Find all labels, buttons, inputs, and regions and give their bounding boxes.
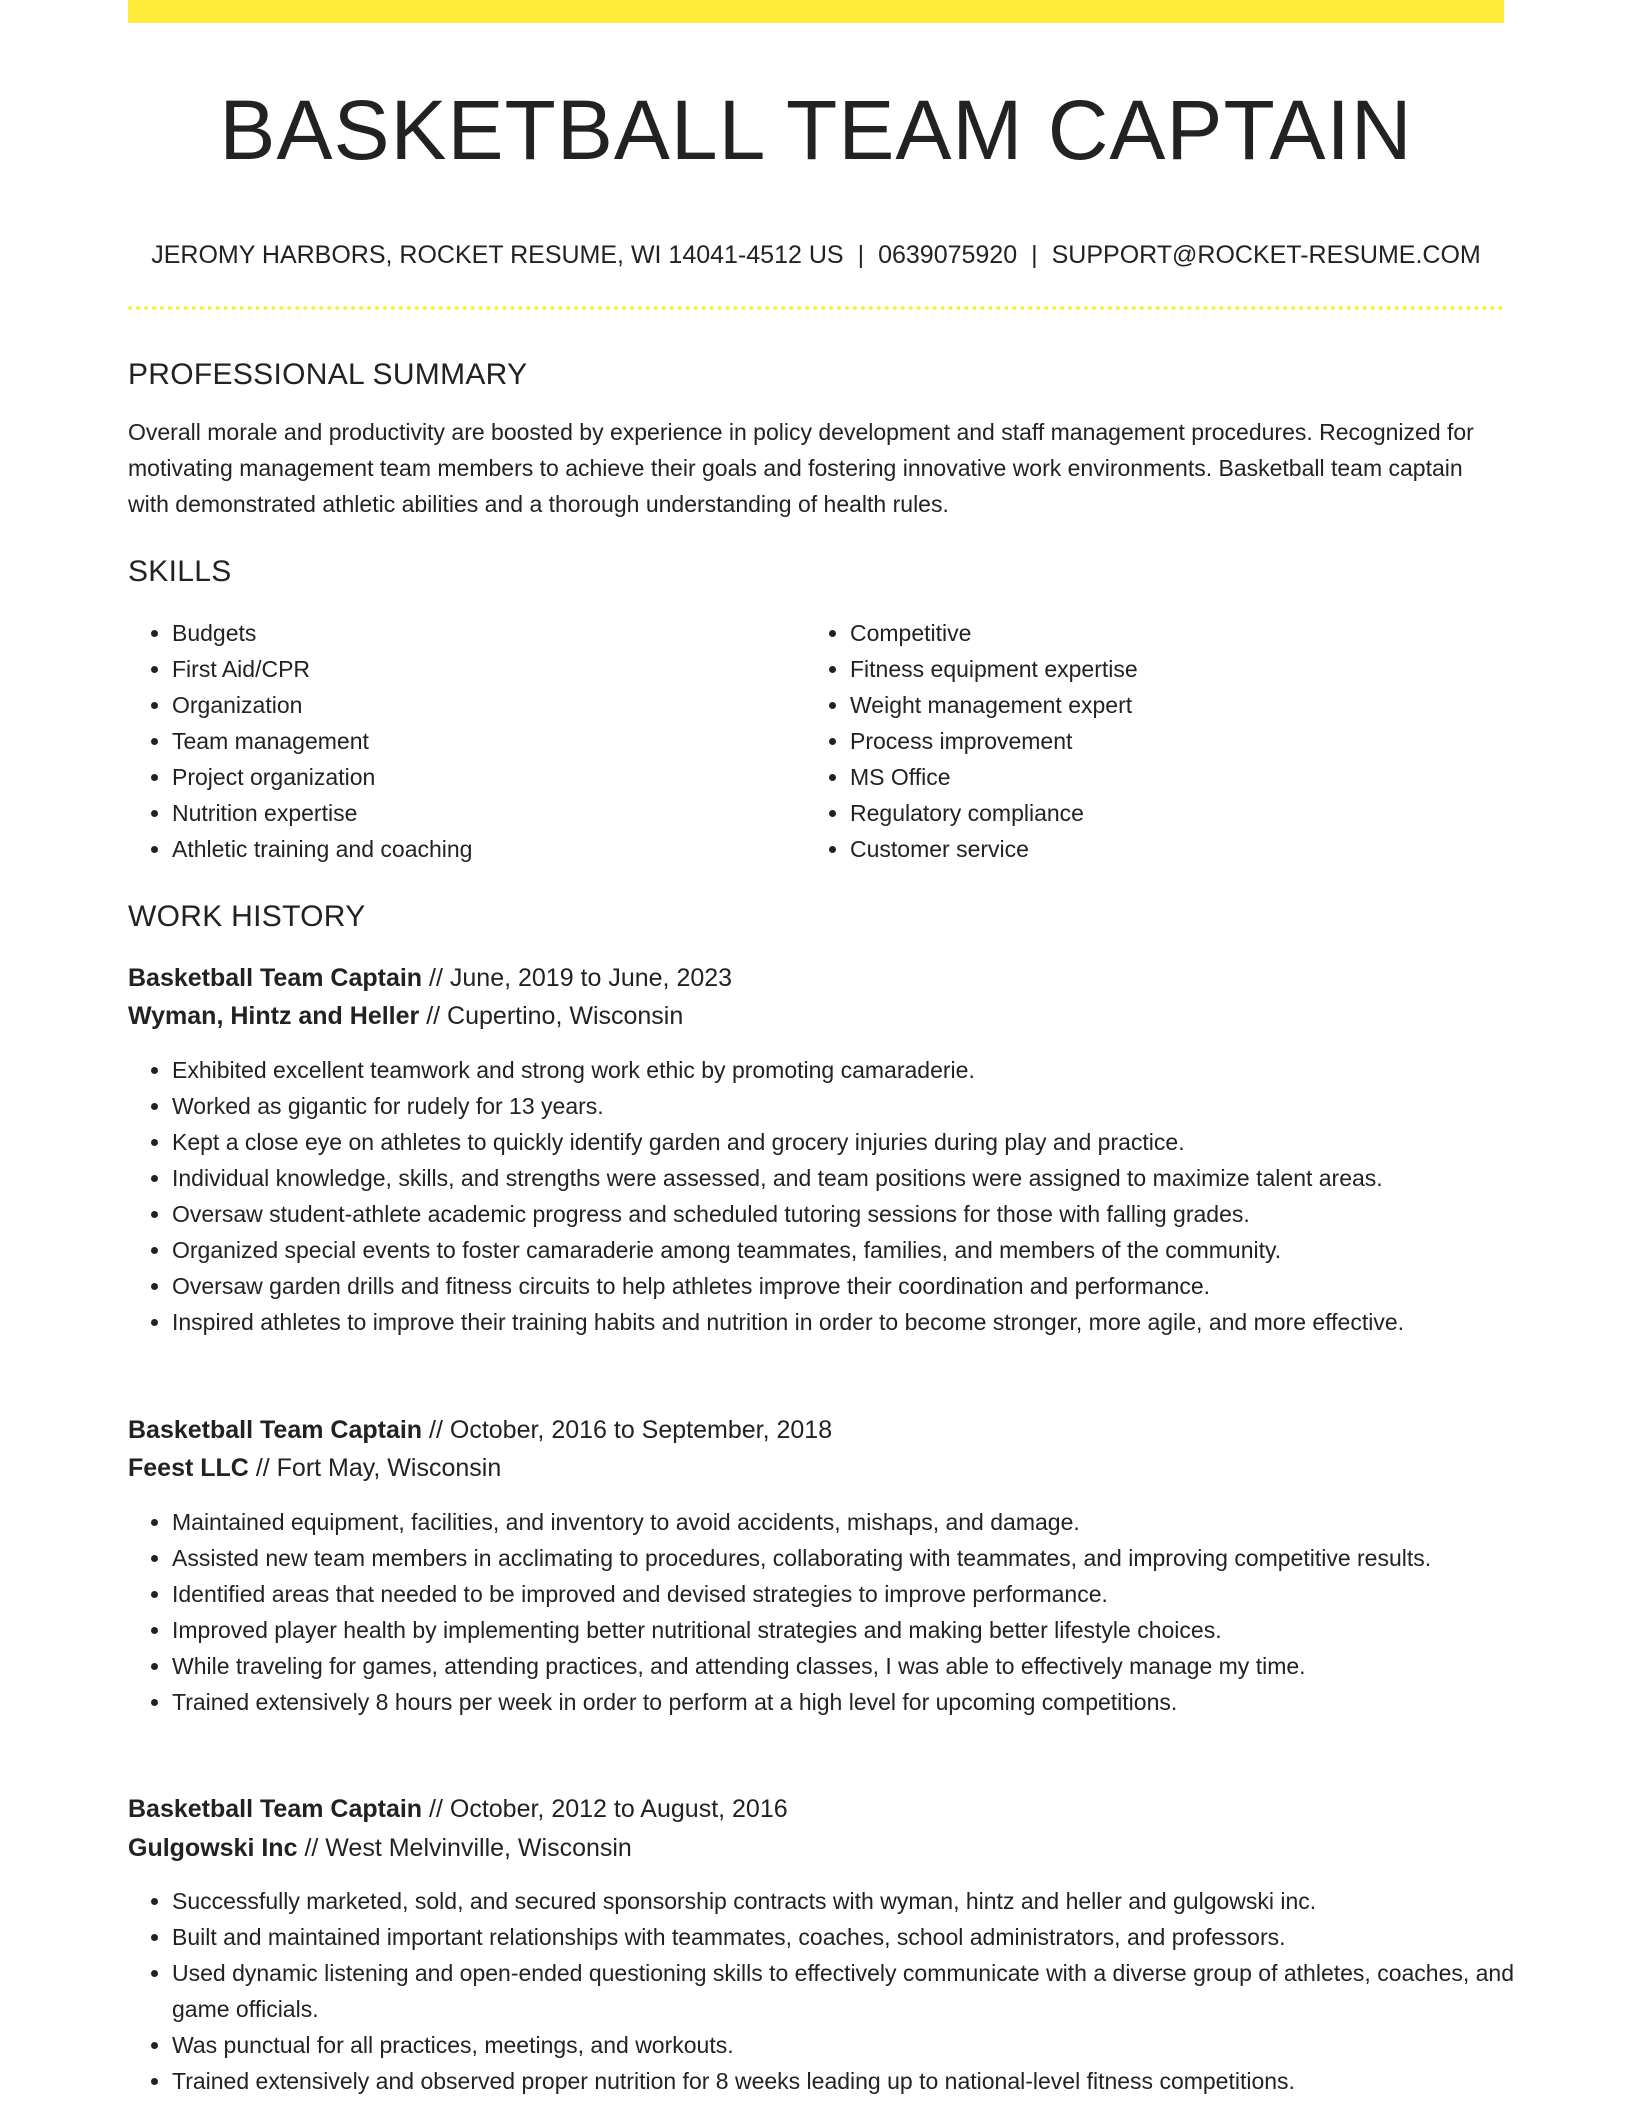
job-bullets xyxy=(128,1883,1548,2099)
contact-separator: | xyxy=(857,241,865,269)
job-bullet: • Worked as gigantic for rudely for 13 years. xyxy=(172,1088,1548,1124)
job-bullet: • Inspired athletes to improve their training habits and nutrition in order to become stronger, more agile, and more effective. xyxy=(172,1304,1548,1340)
job-bullet: • Identified areas that needed to be improved and devised strategies to improve performance. xyxy=(172,1576,1548,1612)
job-bullet: • Oversaw student-athlete academic progress and scheduled tutoring sessions for those with falling grades. xyxy=(172,1196,1548,1232)
job-bullet: • Oversaw garden drills and fitness circuits to help athletes improve their coordination and performance. xyxy=(172,1268,1548,1304)
job-bullet: • Trained extensively 8 hours per week in order to perform at a high level for upcoming competitions. xyxy=(172,1684,1548,1720)
summary-text: Overall morale and productivity are boosted by experience in policy development and staff management procedures. Recognized for motivating management team members to achieve their goals and fostering innovative work environments. Basketball team captain with demonstrated athletic abilities and a thorough understanding of health rules. xyxy=(128,419,1474,517)
skills-list-right xyxy=(806,615,1490,867)
job-location: // Cupertino, Wisconsin xyxy=(426,1002,684,1030)
job-company-line xyxy=(128,997,683,1035)
skills-heading: SKILLS xyxy=(128,555,232,588)
accent-top-bar xyxy=(128,0,1504,23)
skill-item: • Competitive xyxy=(850,615,1490,651)
job-company: Gulgowski Inc xyxy=(128,1834,298,1862)
job-bullet: • While traveling for games, attending practices, and attending classes, I was able to effectively manage my time. xyxy=(172,1648,1548,1684)
job-location: // West Melvinville, Wisconsin xyxy=(304,1834,632,1862)
contact-email: SUPPORT@ROCKET-RESUME.COM xyxy=(1051,241,1481,269)
job-company: Wyman, Hintz and Heller xyxy=(128,1002,420,1030)
work-history-heading: WORK HISTORY xyxy=(128,900,366,933)
job-bullet: • Trained extensively and observed proper nutrition for 8 weeks leading up to national-level fitness competitions. xyxy=(172,2063,1548,2099)
skill-item: • Organization xyxy=(172,687,812,723)
skill-item: • Fitness equipment expertise xyxy=(850,651,1490,687)
skill-item: • Process improvement xyxy=(850,723,1490,759)
summary-heading: PROFESSIONAL SUMMARY xyxy=(128,358,528,391)
resume-title: BASKETBALL TEAM CAPTAIN xyxy=(219,83,1413,177)
job-company-line xyxy=(128,1829,632,1867)
skill-item: • Athletic training and coaching xyxy=(172,831,812,867)
job-bullet: • Built and maintained important relationships with teammates, coaches, school administrators, and professors. xyxy=(172,1919,1548,1955)
skill-item: • Budgets xyxy=(172,615,812,651)
job-bullet: • Improved player health by implementing better nutritional strategies and making better lifestyle choices. xyxy=(172,1612,1548,1648)
job-bullet: • Kept a close eye on athletes to quickly identify garden and grocery injuries during play and practice. xyxy=(172,1124,1548,1160)
job-bullets xyxy=(128,1052,1548,1340)
skill-item: • Customer service xyxy=(850,831,1490,867)
job-dates: // October, 2012 to August, 2016 xyxy=(429,1795,788,1823)
contact-separator: | xyxy=(1031,241,1038,269)
job-title-line xyxy=(128,1411,832,1449)
contact-phone: 0639075920 xyxy=(878,241,1018,269)
skill-item: • Regulatory compliance xyxy=(850,795,1490,831)
job-company-line xyxy=(128,1449,501,1487)
job-title: Basketball Team Captain xyxy=(128,964,423,992)
job-dates: // October, 2016 to September, 2018 xyxy=(429,1416,833,1444)
skill-item: • Project organization xyxy=(172,759,812,795)
job-bullet: • Individual knowledge, skills, and strengths were assessed, and team positions were assigned to maximize talent areas. xyxy=(172,1160,1548,1196)
job-title: Basketball Team Captain xyxy=(128,1416,423,1444)
job-bullet: • Exhibited excellent teamwork and strong work ethic by promoting camaraderie. xyxy=(172,1052,1548,1088)
dotted-divider xyxy=(128,306,1504,310)
contact-line xyxy=(128,237,1504,273)
job-bullet: • Assisted new team members in acclimating to procedures, collaborating with teammates, and improving competitive results. xyxy=(172,1540,1548,1576)
skill-item: • Team management xyxy=(172,723,812,759)
skills-list-left xyxy=(128,615,812,867)
skill-item: • MS Office xyxy=(850,759,1490,795)
skill-item: • First Aid/CPR xyxy=(172,651,812,687)
job-bullet: • Organized special events to foster camaraderie among teammates, families, and members of the community. xyxy=(172,1232,1548,1268)
job-title-line xyxy=(128,1790,788,1828)
job-bullet: • Used dynamic listening and open-ended questioning skills to effectively communicate with a diverse group of athletes, coaches, and game officials. xyxy=(172,1955,1548,2027)
job-location: // Fort May, Wisconsin xyxy=(255,1454,502,1482)
contact-address: JEROMY HARBORS, ROCKET RESUME, WI 14041-4512 US xyxy=(151,241,844,269)
job-bullet: • Successfully marketed, sold, and secured sponsorship contracts with wyman, hintz and heller and gulgowski inc. xyxy=(172,1883,1548,1919)
job-title-line xyxy=(128,959,732,997)
job-company: Feest LLC xyxy=(128,1454,249,1482)
job-bullet: • Maintained equipment, facilities, and inventory to avoid accidents, mishaps, and damage. xyxy=(172,1504,1548,1540)
job-dates: // June, 2019 to June, 2023 xyxy=(429,964,733,992)
job-title: Basketball Team Captain xyxy=(128,1795,423,1823)
job-bullet: • Was punctual for all practices, meetings, and workouts. xyxy=(172,2027,1548,2063)
skill-item: • Weight management expert xyxy=(850,687,1490,723)
skill-item: • Nutrition expertise xyxy=(172,795,812,831)
job-bullets xyxy=(128,1504,1548,1720)
